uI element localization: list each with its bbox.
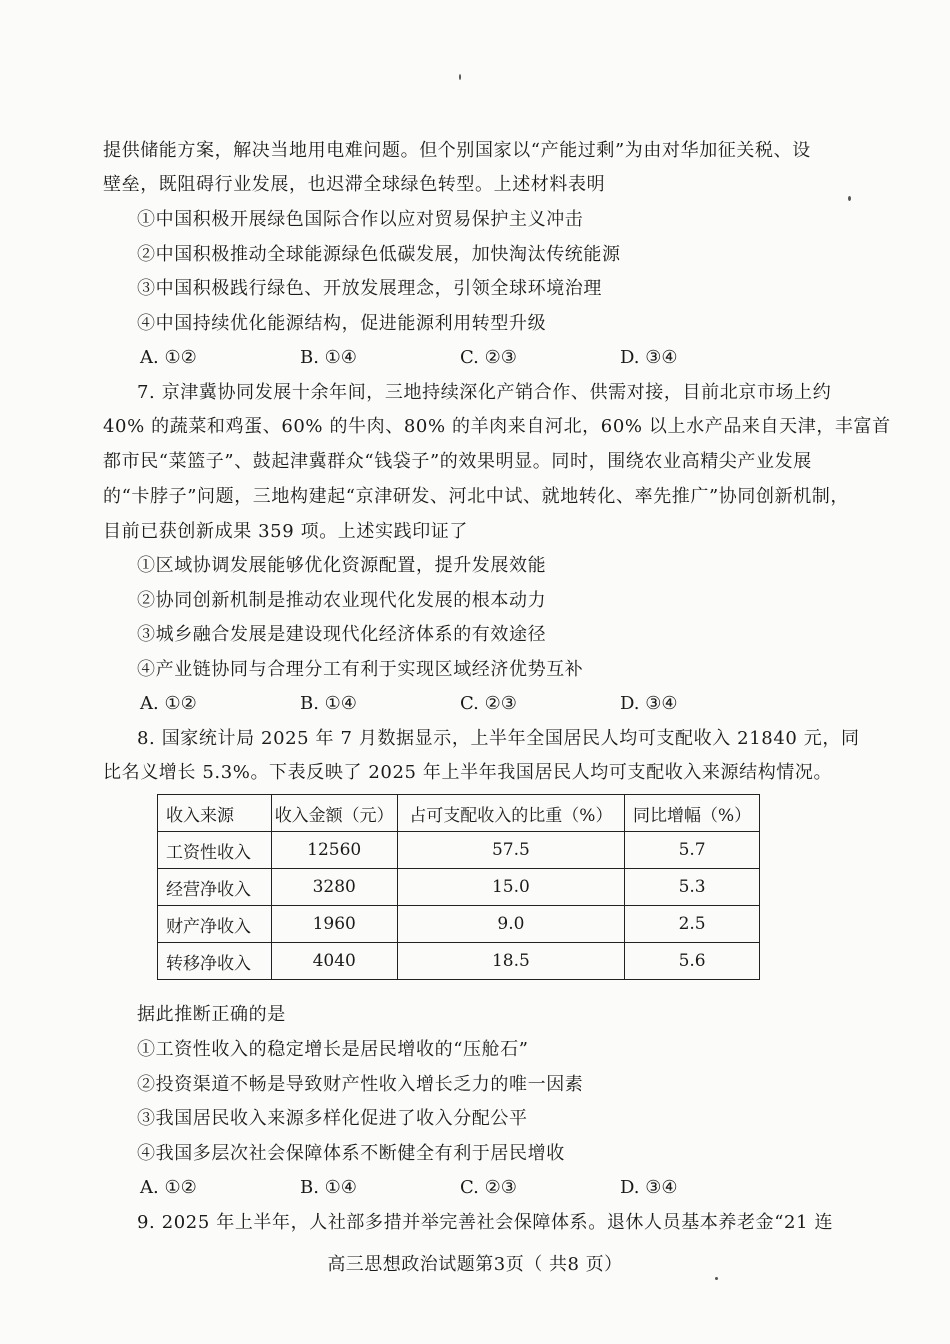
q6-statement-3: ③中国积极践行绿色、开放发展理念，引领全球环境治理 [137,278,602,299]
cell-source: 转移净收入 [158,943,272,980]
q6-option-a: A. ①② [140,347,197,368]
cell-amount: 12560 [271,832,397,869]
table-row [158,832,760,869]
table-row [158,906,760,943]
cell-share: 9.0 [397,906,625,943]
q7-stem-line-4: 的“卡脖子”问题，三地构建起“京津研发、河北中试、就地转化、率先推广”协同创新机制， [103,486,850,507]
cell-growth: 5.3 [625,869,760,906]
q6-option-b: B. ①④ [300,347,357,368]
q7-statement-3: ③城乡融合发展是建设现代化经济体系的有效途径 [137,624,547,645]
table-row [158,869,760,906]
cell-share: 15.0 [397,869,625,906]
header-income-amount: 收入金额（元） [271,795,397,832]
q8-option-d: D. ③④ [620,1177,678,1198]
q6-statement-2: ②中国积极推动全球能源绿色低碳发展，加快淘汰传统能源 [137,244,621,265]
q7-option-b: B. ①④ [300,693,357,714]
cell-amount: 4040 [271,943,397,980]
table-header-row [158,795,760,832]
q7-stem-line-3: 都市民“菜篮子”、鼓起津冀群众“钱袋子”的效果明显。同时，围绕农业高精尖产业发展 [103,451,812,472]
q8-statement-1: ①工资性收入的稳定增长是居民增收的“压舱石” [137,1039,529,1060]
scan-speck [715,1277,718,1280]
q7-stem-line-5: 目前已获创新成果 359 项。上述实践印证了 [103,521,468,542]
q7-stem-line-1: 7. 京津冀协同发展十余年间，三地持续深化产销合作、供需对接，目前北京市场上约 [137,382,832,403]
q8-stem-line-1: 8. 国家统计局 2025 年 7 月数据显示，上半年全国居民人均可支配收入 21840 元，同 [137,728,860,749]
table-row [158,943,760,980]
q7-statement-1: ①区域协调发展能够优化资源配置，提升发展效能 [137,555,547,576]
header-yoy-growth: 同比增幅（%） [625,795,760,832]
q8-prompt: 据此推断正确的是 [137,1004,286,1025]
header-income-source: 收入来源 [158,795,272,832]
cell-growth: 2.5 [625,906,760,943]
cell-source: 经营净收入 [158,869,272,906]
q7-option-a: A. ①② [140,693,197,714]
cell-share: 57.5 [397,832,625,869]
q8-option-b: B. ①④ [300,1177,357,1198]
q7-option-c: C. ②③ [460,693,517,714]
q6-stem-line-1: 提供储能方案，解决当地用电难问题。但个别国家以“产能过剩”为由对华加征关税、设 [103,140,811,161]
q7-statement-2: ②协同创新机制是推动农业现代化发展的根本动力 [137,590,547,611]
q8-stem-line-2: 比名义增长 5.3%。下表反映了 2025 年上半年我国居民人均可支配收入来源结构情况。 [103,762,833,783]
q8-option-c: C. ②③ [460,1177,517,1198]
cell-source: 财产净收入 [158,906,272,943]
q7-statement-4: ④产业链协同与合理分工有利于实现区域经济优势互补 [137,659,584,680]
scan-speck [848,196,851,201]
page-footer: 高三思想政治试题第3页（ 共8 页） [327,1254,623,1275]
cell-growth: 5.6 [625,943,760,980]
q6-statement-4: ④中国持续优化能源结构，促进能源利用转型升级 [137,313,547,334]
q6-option-d: D. ③④ [620,347,678,368]
q7-stem-line-2: 40% 的蔬菜和鸡蛋、60% 的牛肉、80% 的羊肉来自河北，60% 以上水产品来自天津，丰富首 [103,416,891,437]
header-income-share: 占可支配收入的比重（%） [397,795,625,832]
q8-statement-3: ③我国居民收入来源多样化促进了收入分配公平 [137,1108,528,1129]
q8-statement-4: ④我国多层次社会保障体系不断健全有利于居民增收 [137,1143,565,1164]
cell-share: 18.5 [397,943,625,980]
q6-option-c: C. ②③ [460,347,517,368]
q9-stem-line-1: 9. 2025 年上半年，人社部多措并举完善社会保障体系。退休人员基本养老金“21 连 [137,1212,834,1233]
q8-statement-2: ②投资渠道不畅是导致财产性收入增长乏力的唯一因素 [137,1074,584,1095]
income-structure-table [157,794,760,980]
q8-option-a: A. ①② [140,1177,197,1198]
q6-statement-1: ①中国积极开展绿色国际合作以应对贸易保护主义冲击 [137,209,584,230]
cell-growth: 5.7 [625,832,760,869]
q7-option-d: D. ③④ [620,693,678,714]
cell-source: 工资性收入 [158,832,272,869]
q6-stem-line-2: 壁垒，既阻碍行业发展，也迟滞全球绿色转型。上述材料表明 [103,174,606,195]
cell-amount: 3280 [271,869,397,906]
cell-amount: 1960 [271,906,397,943]
scan-speck [459,74,461,80]
